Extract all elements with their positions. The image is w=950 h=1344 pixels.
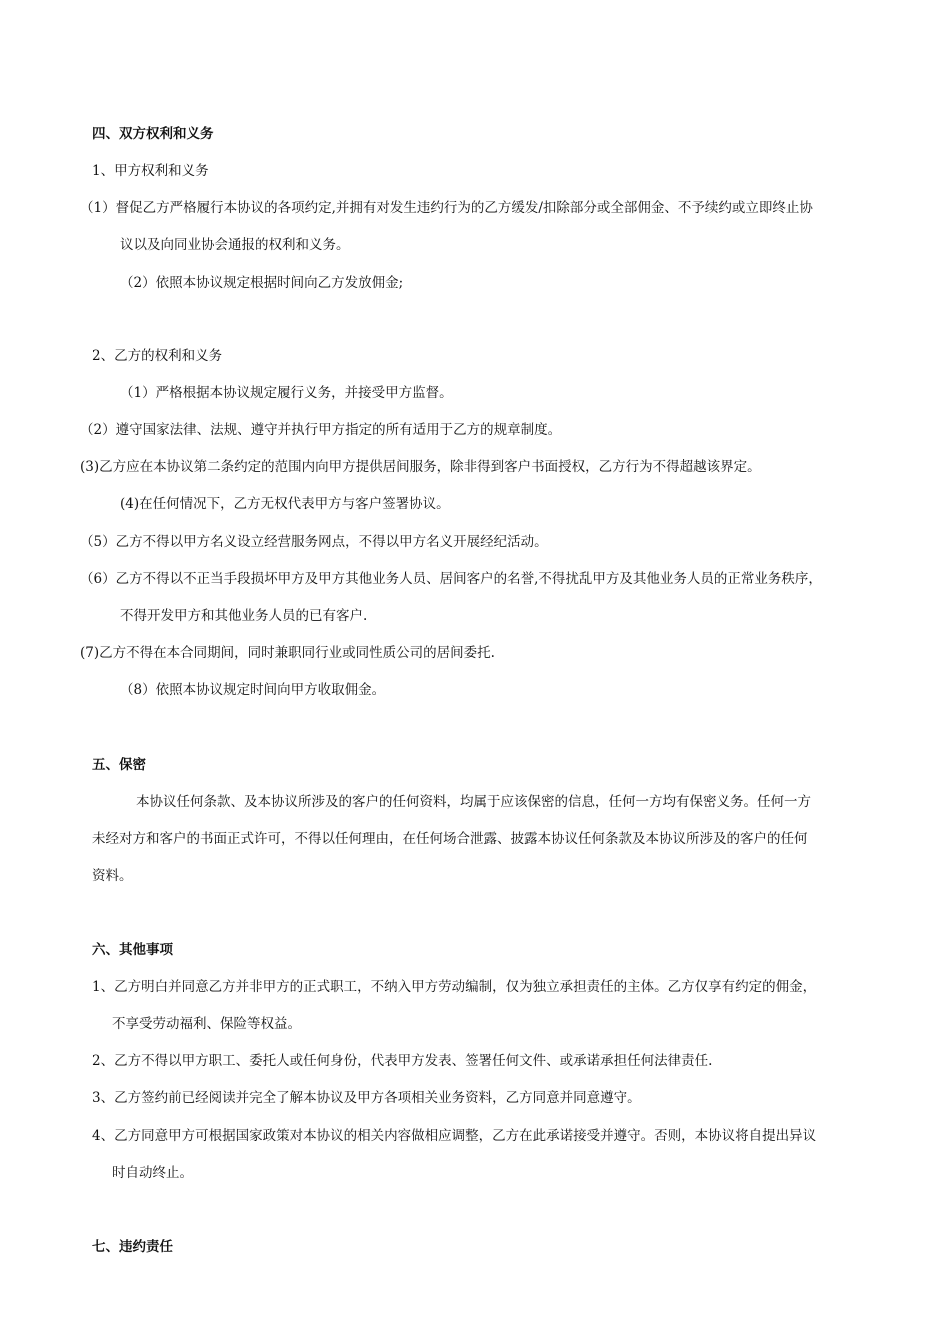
party-b-clause-5: （5）乙方不得以甲方名义设立经营服务网点，不得以甲方名义开展经纪活动。 [80,534,548,550]
other-matters-item-3: 3、乙方签约前已经阅读并完全了解本协议及甲方各项相关业务资料，乙方同意并同意遵守。 [92,1090,641,1106]
confidentiality-paragraph-line-3: 资料。 [92,868,133,884]
confidentiality-paragraph-line-1: 本协议任何条款、及本协议所涉及的客户的任何资料，均属于应该保密的信息，任何一方均有保密义务。任何一方 [136,794,811,810]
party-a-clause-2: （2）依照本协议规定根据时间向乙方发放佣金; [120,275,404,291]
party-b-clause-6-line-2: 不得开发甲方和其他业务人员的已有客户. [120,608,368,624]
party-a-clause-1-line-1: （1）督促乙方严格履行本协议的各项约定,并拥有对发生违约行为的乙方缓发/扣除部分或全部佣金、不予续约或立即终止协 [80,200,813,216]
section-5-heading: 五、保密 [92,757,146,773]
other-matters-item-4-line-1: 4、乙方同意甲方可根据国家政策对本协议的相关内容做相应调整，乙方在此承诺接受并遵守。否则，本协议将自提出异议 [92,1128,817,1144]
party-b-clause-7: (7)乙方不得在本合同期间，同时兼职同行业或同性质公司的居间委托. [80,645,495,661]
party-b-clause-4: (4)在任何情况下，乙方无权代表甲方与客户签署协议。 [120,496,450,512]
section-6-heading: 六、其他事项 [92,942,173,958]
party-b-clause-1: （1）严格根据本协议规定履行义务，并接受甲方监督。 [120,385,453,401]
party-b-clause-8: （8）依照本协议规定时间向甲方收取佣金。 [120,682,386,698]
other-matters-item-1-line-2: 不享受劳动福利、保险等权益。 [112,1016,301,1032]
confidentiality-paragraph-line-2: 未经对方和客户的书面正式许可，不得以任何理由，在任何场合泄露、披露本协议任何条款及本协议所涉及的客户的任何 [92,831,808,847]
section-7-heading: 七、违约责任 [92,1239,173,1255]
party-b-clause-6-line-1: （6）乙方不得以不正当手段损坏甲方及甲方其他业务人员、居间客户的名誉,不得扰乱甲方及其他业务人员的正常业务秩序， [80,571,822,587]
section-4-subheading-party-a: 1、甲方权利和义务 [92,163,209,179]
section-4-subheading-party-b: 2、乙方的权利和义务 [92,348,223,364]
other-matters-item-1-line-1: 1、乙方明白并同意乙方并非甲方的正式职工，不纳入甲方劳动编制，仅为独立承担责任的主体。乙方仅享有约定的佣金， [92,979,817,995]
other-matters-item-4-line-2: 时自动终止。 [112,1165,193,1181]
party-b-clause-3: (3)乙方应在本协议第二条约定的范围内向甲方提供居间服务，除非得到客户书面授权，乙方行为不得超越该界定。 [80,459,761,475]
party-b-clause-2: （2）遵守国家法律、法规、遵守并执行甲方指定的所有适用于乙方的规章制度。 [80,422,562,438]
section-4-heading: 四、双方权利和义务 [92,126,214,142]
party-a-clause-1-line-2: 议以及向同业协会通报的权利和义务。 [120,237,350,253]
other-matters-item-2: 2、乙方不得以甲方职工、委托人或任何身份，代表甲方发表、签署任何文件、或承诺承担任何法律责任. [92,1053,713,1069]
